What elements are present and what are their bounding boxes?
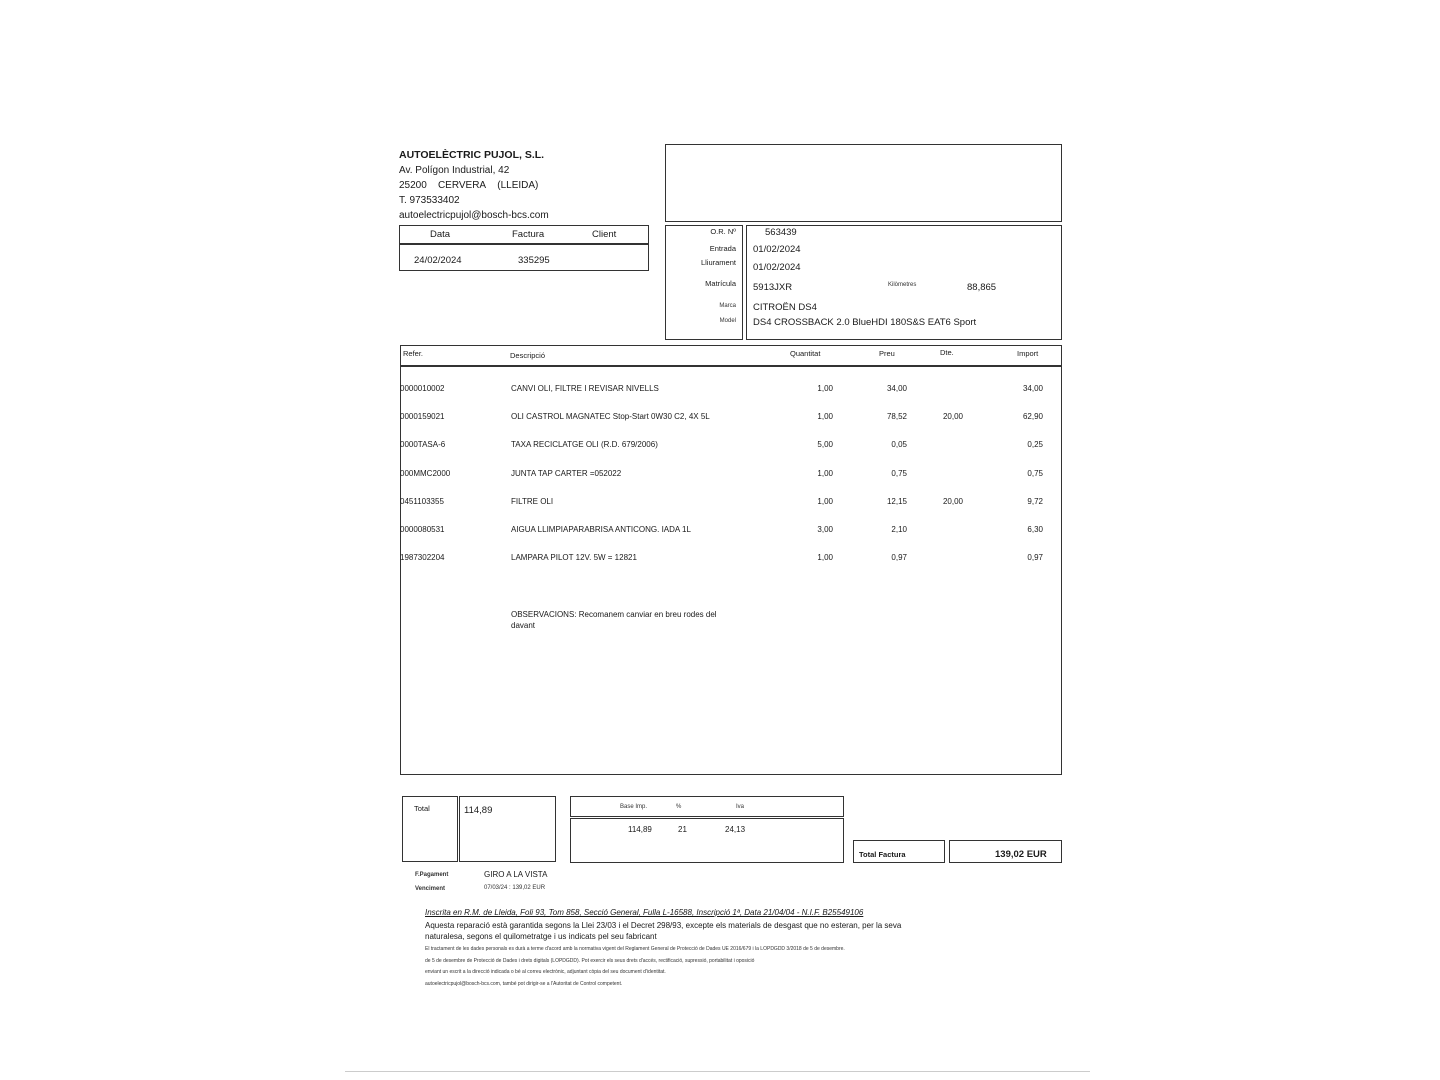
pct-value: 21 (678, 825, 687, 834)
plate-label: Matrícula (705, 279, 736, 288)
row-qty: 1,00 (817, 496, 833, 506)
km-value: 88,865 (967, 282, 997, 293)
base-label: Base Imp. (620, 804, 648, 810)
row-desc: JUNTA TAP CARTER =052022 (511, 468, 622, 478)
row-desc: AIGUA LLIMPIAPARABRISA ANTICONG. IADA 1L (511, 525, 691, 534)
company-postal: 25200 (399, 180, 427, 191)
brand-label: Marca (719, 303, 736, 309)
iva-label: Iva (736, 804, 745, 810)
tax-header-box (570, 796, 844, 817)
row-price: 78,52 (886, 412, 907, 422)
company-phone: T. 973533402 (399, 195, 460, 206)
entry-label: Entrada (709, 244, 736, 253)
iva-value: 24,13 (725, 825, 746, 834)
entry-value: 01/02/2024 (753, 244, 801, 255)
col-date-label: Data (430, 229, 451, 240)
pct-label: % (676, 804, 682, 810)
invoice-total-label: Total Factura (859, 850, 906, 859)
row-amount: 0,25 (1027, 440, 1043, 450)
client-address-box (665, 144, 1062, 222)
due-label: Venciment (415, 886, 446, 892)
base-value: 114,89 (628, 825, 652, 834)
row-qty: 1,00 (817, 553, 833, 563)
due-value: 07/03/24 : 139,02 EUR (484, 885, 546, 891)
row-amount: 0,97 (1027, 553, 1043, 563)
delivery-value: 01/02/2024 (753, 262, 801, 273)
row-qty: 1,00 (817, 384, 833, 393)
row-qty: 5,00 (817, 440, 833, 450)
row-qty: 3,00 (817, 525, 833, 534)
or-label: O.R. Nº (710, 227, 736, 236)
header-desc: Descripció (510, 351, 546, 360)
row-ref: 000MMC2000 (400, 468, 451, 478)
row-ref: 0000010002 (400, 384, 445, 393)
registry-text: Inscrita en R.M. de Lleida, Foli 93, Tom 858, Secció General, Fulla L-16588, Inscripció 1ª, Data 21/04/04 - N.I.F. B25549106 (425, 908, 864, 917)
row-disc: 20,00 (942, 496, 963, 506)
header-price: Preu (879, 349, 895, 358)
row-desc: FILTRE OLI (511, 496, 554, 506)
header-qty: Quantitat (790, 349, 821, 358)
header-ref: Refer. (403, 349, 424, 358)
invoice-number: 335295 (518, 255, 550, 266)
row-amount: 62,90 (1022, 412, 1043, 422)
row-amount: 34,00 (1022, 384, 1043, 393)
invoice-total-value: 139,02 EUR (995, 849, 1047, 860)
guarantee-line1: Aquesta reparació està garantida segons la Llei 23/03 i el Decret 298/93, excepte els materials de desgast que no esteran, per la seva (425, 921, 902, 930)
row-disc: 20,00 (942, 412, 963, 422)
col-client-label: Client (592, 229, 617, 240)
row-qty: 1,00 (817, 412, 833, 422)
observations-line1: OBSERVACIONS: Recomanem canviar en breu rodes del (511, 610, 717, 619)
plate-value: 5913JXR (753, 282, 793, 293)
row-price: 2,10 (891, 525, 907, 534)
row-price: 0,05 (891, 440, 907, 450)
header-disc: Dte. (940, 348, 954, 357)
row-ref: 0000TASA-6 (400, 440, 446, 450)
company-province: (LLEIDA) (497, 180, 539, 191)
company-email: autoelectricpujol@bosch-bcs.com (399, 210, 549, 221)
payment-method-value: GIRO A LA VISTA (484, 870, 548, 879)
row-amount: 0,75 (1027, 468, 1043, 478)
row-desc: OLI CASTROL MAGNATEC Stop-Start 0W30 C2, 4X 5L (511, 412, 710, 422)
privacy-line4: autoelectricpujol@bosch-bcs.com, també pot dirigir-se a l'Autoritat de Control competent. (425, 981, 623, 987)
brand-value: CITROËN DS4 (753, 302, 817, 313)
row-price: 0,75 (891, 468, 907, 478)
invoice-date: 24/02/2024 (414, 255, 462, 266)
km-label: Kilòmetres (888, 282, 917, 288)
header-amount: Import (1017, 349, 1039, 358)
delivery-label: Lliurament (700, 258, 736, 267)
tax-values-box (570, 818, 844, 863)
company-name: AUTOELÈCTRIC PUJOL, S.L. (399, 149, 545, 161)
row-price: 0,97 (891, 553, 907, 563)
row-price: 12,15 (886, 496, 907, 506)
total-label-box (402, 796, 458, 862)
privacy-line3: enviant un escrit a la direcció indicada o bé al correu electrònic, adjuntant còpia del seu document d'identitat. (425, 969, 666, 975)
or-value: 563439 (765, 227, 797, 238)
row-desc: LAMPARA PILOT 12V. 5W = 12821 (511, 553, 637, 563)
model-label: Model (719, 318, 736, 324)
row-amount: 9,72 (1027, 496, 1043, 506)
row-ref: 0000159021 (400, 412, 445, 422)
row-desc: CANVI OLI, FILTRE I REVISAR NIVELLS (511, 384, 659, 393)
page-edge (345, 1071, 1090, 1072)
row-amount: 6,30 (1027, 525, 1043, 534)
model-value: DS4 CROSSBACK 2.0 BlueHDI 180S&S EAT6 Sport (753, 317, 977, 328)
observations-line2: davant (511, 621, 536, 630)
privacy-line1: El tractament de les dades personals es durà a terme d'acord amb la normativa vigent del Reglament General de Protecció de Dades UE 2016/679 i la LOPDGDD 3/2018 de 5 de desembre. (425, 946, 845, 952)
privacy-line2: de 5 de desembre de Protecció de Dades i drets digitals (LOPDGDD). Pot exercir els seus drets d'accés, rectificació, supressió, portabilitat i oposició (425, 958, 755, 964)
payment-method-label: F.Pagament (415, 872, 449, 878)
row-ref: 0000080531 (400, 525, 445, 534)
guarantee-line2: naturalesa, segons el quilometratge i us indicats pel seu fabricant (425, 932, 657, 941)
col-invoice-label: Factura (512, 229, 545, 240)
total-label: Total (414, 804, 430, 813)
row-price: 34,00 (886, 384, 907, 393)
company-city: CERVERA (437, 180, 487, 191)
total-value: 114,89 (464, 805, 493, 816)
row-ref: 1987302204 (400, 553, 445, 563)
row-qty: 1,00 (817, 468, 833, 478)
company-address: Av. Polígon Industrial, 42 (399, 165, 510, 176)
row-ref: 0451103355 (400, 496, 444, 506)
company-info (399, 148, 549, 223)
company-city-line (399, 178, 549, 193)
row-desc: TAXA RECICLATGE OLI (R.D. 679/2006) (511, 440, 658, 450)
